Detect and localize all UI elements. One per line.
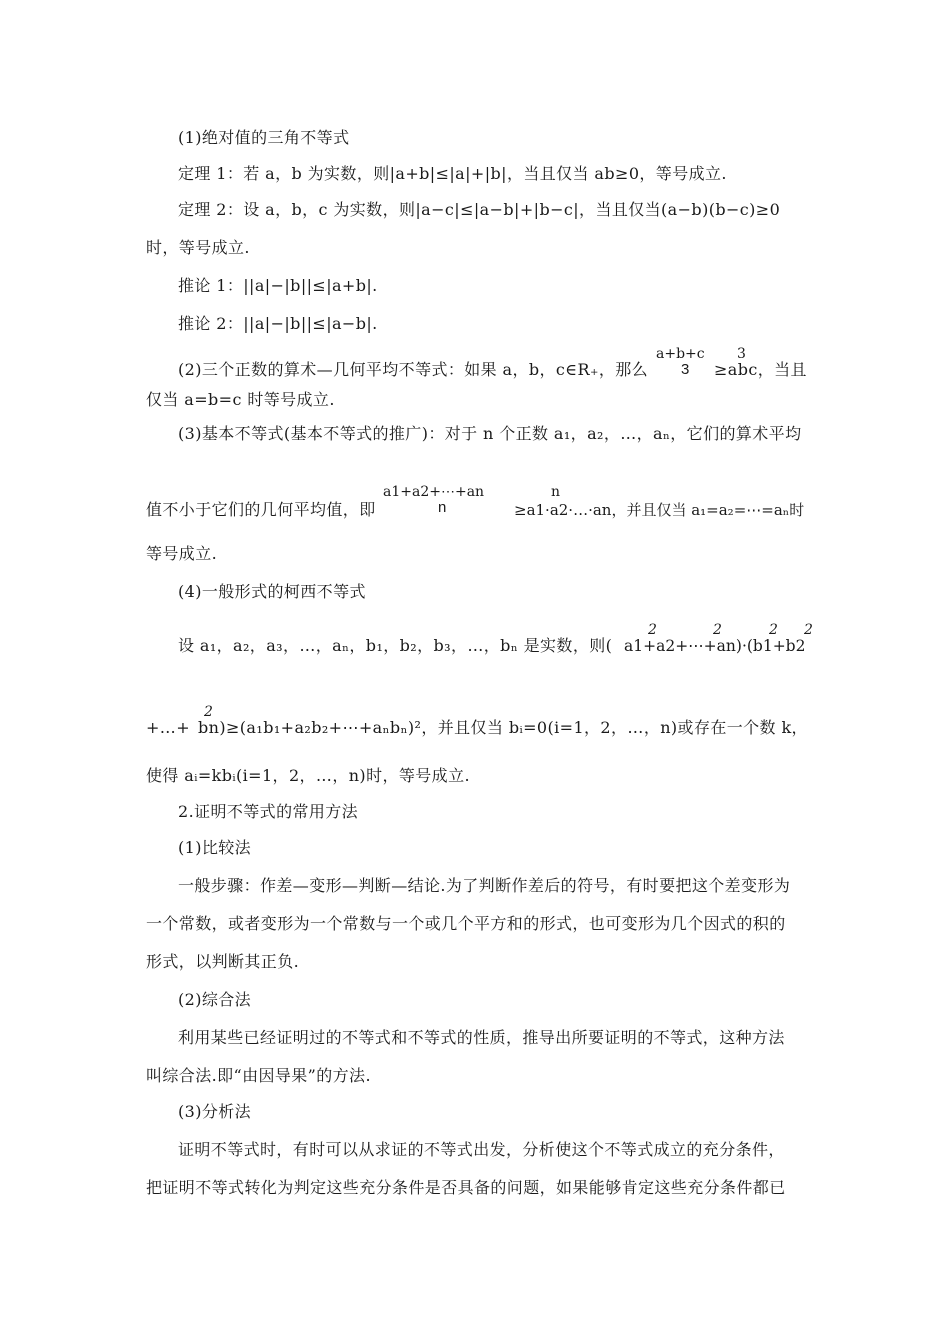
heading-proof-methods: 2.证明不等式的常用方法: [178, 802, 359, 821]
am-gm-three-equality: 仅当 a=b=c 时等号成立.: [146, 390, 335, 409]
comparison-steps-cont-2: 形式，以判断其正负.: [146, 952, 300, 971]
cauchy-condition: 使得 aᵢ=kbᵢ(i=1，2，…，n)时，等号成立.: [146, 766, 470, 785]
theorem-2-cont: 时，等号成立.: [146, 238, 250, 257]
am-gm-general-numerator: a1+a2+⋯+an: [383, 484, 485, 500]
cauchy-cont-lead: +…+: [146, 718, 191, 737]
analysis-desc: 证明不等式时，有时可以从求证的不等式出发，分析使这个不等式成立的充分条件，: [178, 1140, 785, 1159]
cauchy-exp-an: 2: [713, 622, 722, 638]
am-gm-three-rhs: ≥abc，当且: [714, 360, 807, 379]
corollary-1: 推论 1：||a|−|b||≤|a+b|.: [178, 276, 378, 295]
am-gm-general-denominator: n: [438, 499, 447, 516]
am-gm-general-root-index: n: [551, 484, 561, 500]
synthesis-desc-cont: 叫综合法.即“由因导果”的方法.: [146, 1066, 371, 1085]
theorem-1: 定理 1：若 a，b 为实数，则|a+b|≤|a|+|b|，当且仅当 ab≥0，等号成立.: [178, 164, 727, 183]
heading-abs-triangle: (1)绝对值的三角不等式: [178, 128, 350, 147]
comparison-steps: 一般步骤：作差—变形—判断—结论.为了判断作差后的符号，有时要把这个差变形为: [178, 876, 791, 895]
am-gm-general-intro: (3)基本不等式(基本不等式的推广)：对于 n 个正数 a₁，a₂，…，aₙ，它们的算术平均: [178, 424, 802, 443]
cauchy-exp-b2: 2: [804, 622, 813, 638]
am-gm-three-root-index: 3: [737, 346, 746, 362]
cauchy-left-side: a1+a2+⋯+an)·(b1+b2: [624, 637, 806, 655]
am-gm-three-intro: (2)三个正数的算术—几何平均不等式：如果 a，b，c∈R₊，那么: [178, 360, 649, 379]
corollary-2: 推论 2：||a|−|b||≤|a−b|.: [178, 314, 378, 333]
am-gm-three-denominator: 3: [681, 361, 690, 378]
synthesis-desc: 利用某些已经证明过的不等式和不等式的性质，推导出所要证明的不等式，这种方法: [178, 1028, 785, 1047]
theorem-2: 定理 2：设 a，b，c 为实数，则|a−c|≤|a−b|+|b−c|，当且仅当(a−b)(b−c)≥0: [178, 200, 781, 219]
am-gm-general-cont: 等号成立.: [146, 544, 218, 563]
cauchy-equality: bn)≥(a₁b₁+a₂b₂+⋯+aₙbₙ)²，并且仅当 bᵢ=0(i=1，2，…，n)或存在一个数 k，: [198, 718, 808, 737]
comparison-steps-cont-1: 一个常数，或者变形为一个常数与一个或几个平方和的形式，也可变形为几个因式的积的: [146, 914, 786, 933]
am-gm-general-lead: 值不小于它们的几何平均值，即: [146, 500, 376, 519]
am-gm-general-rhs: ≥a1·a2·…·an，并且仅当 a₁=a₂=⋯=aₙ时: [514, 501, 805, 519]
heading-comparison: (1)比较法: [178, 838, 252, 857]
cauchy-exp-b1: 2: [769, 622, 778, 638]
cauchy-exp-bn: 2: [204, 704, 213, 720]
heading-synthesis: (2)综合法: [178, 990, 252, 1009]
cauchy-exp-a1: 2: [648, 622, 657, 638]
cauchy-statement: 设 a₁，a₂，a₃，…，aₙ，b₁，b₂，b₃，…，bₙ 是实数，则(: [178, 636, 613, 655]
analysis-desc-cont: 把证明不等式转化为判定这些充分条件是否具备的问题，如果能够肯定这些充分条件都已: [146, 1178, 786, 1197]
heading-analysis: (3)分析法: [178, 1102, 252, 1121]
heading-cauchy: (4)一般形式的柯西不等式: [178, 582, 366, 601]
am-gm-three-numerator: a+b+c: [656, 346, 705, 362]
